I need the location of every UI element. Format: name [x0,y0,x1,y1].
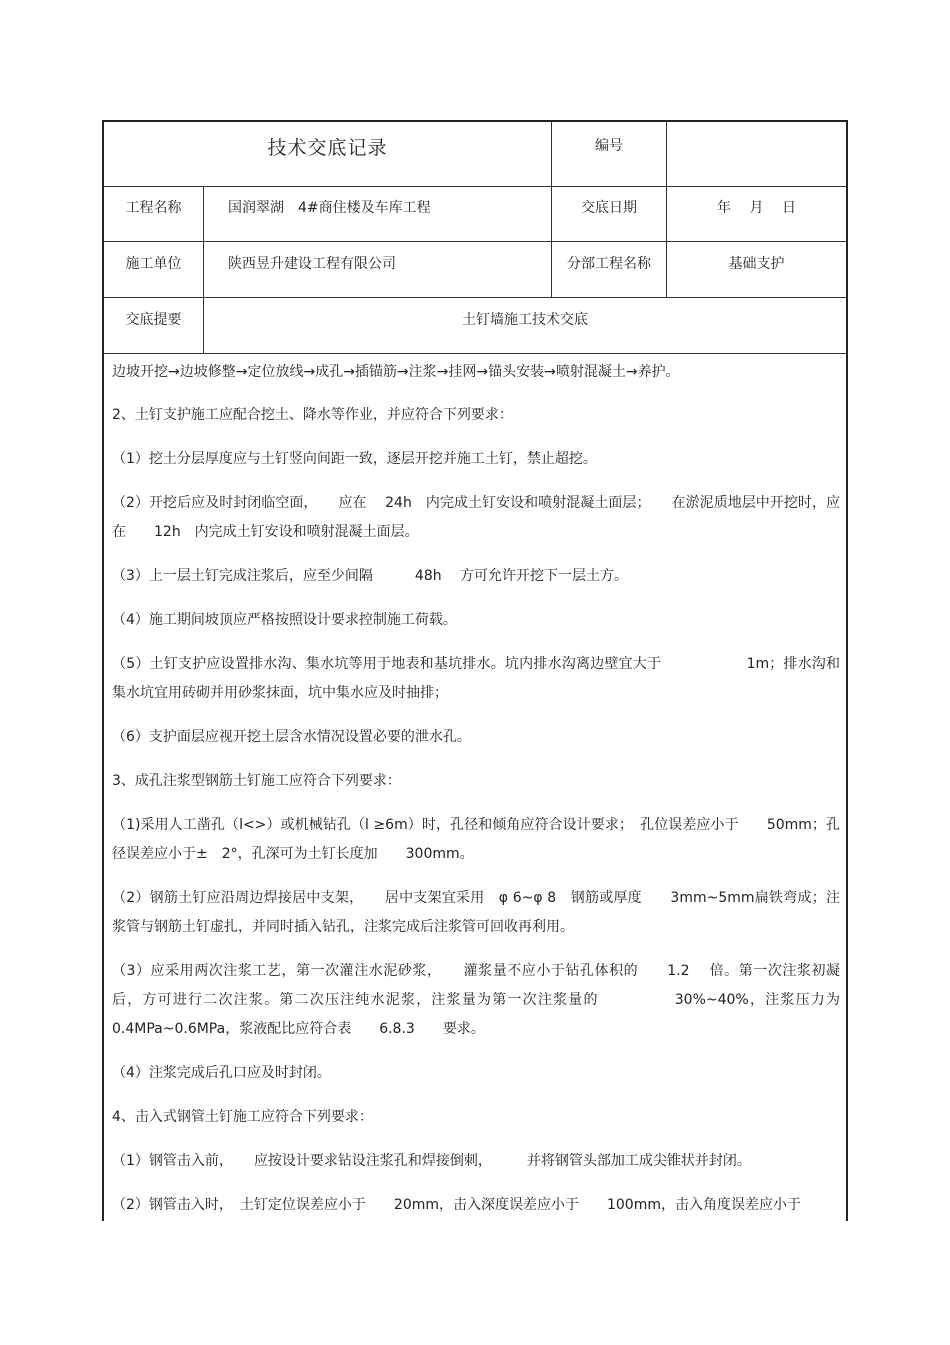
sub-project-value: 基础支护 [728,256,785,272]
tech-briefing-form [102,120,854,1221]
number-label: 编号 [595,138,623,154]
briefing-content [112,358,854,1235]
form-title: 技术交底记录 [267,137,388,159]
project-name-label: 工程名称 [125,200,182,216]
construction-unit-value: 陕西昱升建设工程有限公司 [228,256,396,272]
paragraph: （2）钢管击入时， 土钉定位误差应小于 20mm，击入深度误差应小于 100mm，击入角度误差应小于 [112,1197,801,1213]
number-value[interactable] [667,122,846,186]
paragraph: 2、土钉支护施工应配合挖土、降水等作业，并应符合下列要求： [112,407,513,423]
paragraph: （4）注浆完成后孔口应及时封闭。 [112,1065,331,1081]
project-name-value: 国润翠湖 4#商住楼及车库工程 [228,200,431,216]
row-divider [104,353,846,354]
paragraph: （2）钢筋土钉应沿周边焊接居中支架， 居中支架宜采用 φ 6~φ 8 钢筋或厚度 3mm~5mm扁铁弯成；注浆管与钢筋土钉虚扎，并同时插入钻孔，注浆完成后注浆管可回收再利用。 [112,890,840,935]
paragraph: （3）上一层土钉完成注浆后，应至少间隔 48h 方可允许开挖下一层土方。 [112,568,629,584]
paragraph: （3）应采用两次注浆工艺，第一次灌注水泥砂浆， 灌浆量不应小于钻孔体积的 1.2 倍。第一次注浆初凝后，方可进行二次注浆。第二次压注纯水泥浆，注浆量为第一次注浆量的 30%~40%，注浆压力为 0.4MPa~0.6MPa，浆液配比应符合表 6.8.3 要求。 [112,963,854,1037]
paragraph: 边坡开挖→边坡修整→定位放线→成孔→插锚筋→注浆→挂网→锚头安装→喷射混凝土→养护。 [112,364,680,380]
sub-project-label: 分部工程名称 [567,256,651,272]
paragraph: （6）支护面层应视开挖土层含水情况设置必要的泄水孔。 [112,729,471,745]
summary-value: 土钉墙施工技术交底 [462,312,588,328]
paragraph: 3、成孔注浆型钢筋土钉施工应符合下列要求： [112,773,401,789]
paragraph: （4）施工期间坡顶应严格按照设计要求控制施工荷载。 [112,612,457,628]
paragraph: 4、击入式钢管土钉施工应符合下列要求： [112,1109,373,1125]
paragraph: （1）钢管击入前， 应按设计要求钻设注浆孔和焊接倒刺， 并将钢管头部加工成尖锥状并封闭。 [112,1153,751,1169]
paragraph: （1)采用人工凿孔（l<>）或机械钻孔（l ≥6m）时，孔径和倾角应符合设计要求； 孔位误差应小于 50mm；孔径误差应小于± 2°，孔深可为土钉长度加 300mm。 [112,817,840,862]
briefing-date-value: 年 月 日 [717,200,796,216]
construction-unit-label: 施工单位 [125,256,182,272]
paragraph: （2）开挖后应及时封闭临空面， 应在 24h 内完成土钉安设和喷射混凝土面层； 在淤泥质地层中开挖时，应在 12h 内完成土钉安设和喷射混凝土面层。 [112,495,840,540]
summary-label: 交底提要 [125,312,182,328]
briefing-date-label: 交底日期 [581,200,637,216]
paragraph: （1）挖土分层厚度应与土钉竖向间距一致，逐层开挖并施工土钉，禁止超挖。 [112,451,597,467]
paragraph: （5）土钉支护应设置排水沟、集水坑等用于地表和基坑排水。坑内排水沟离边壁宜大于 1m；排水沟和集水坑宜用砖砌并用砂浆抹面，坑中集水应及时抽排； [112,656,840,701]
